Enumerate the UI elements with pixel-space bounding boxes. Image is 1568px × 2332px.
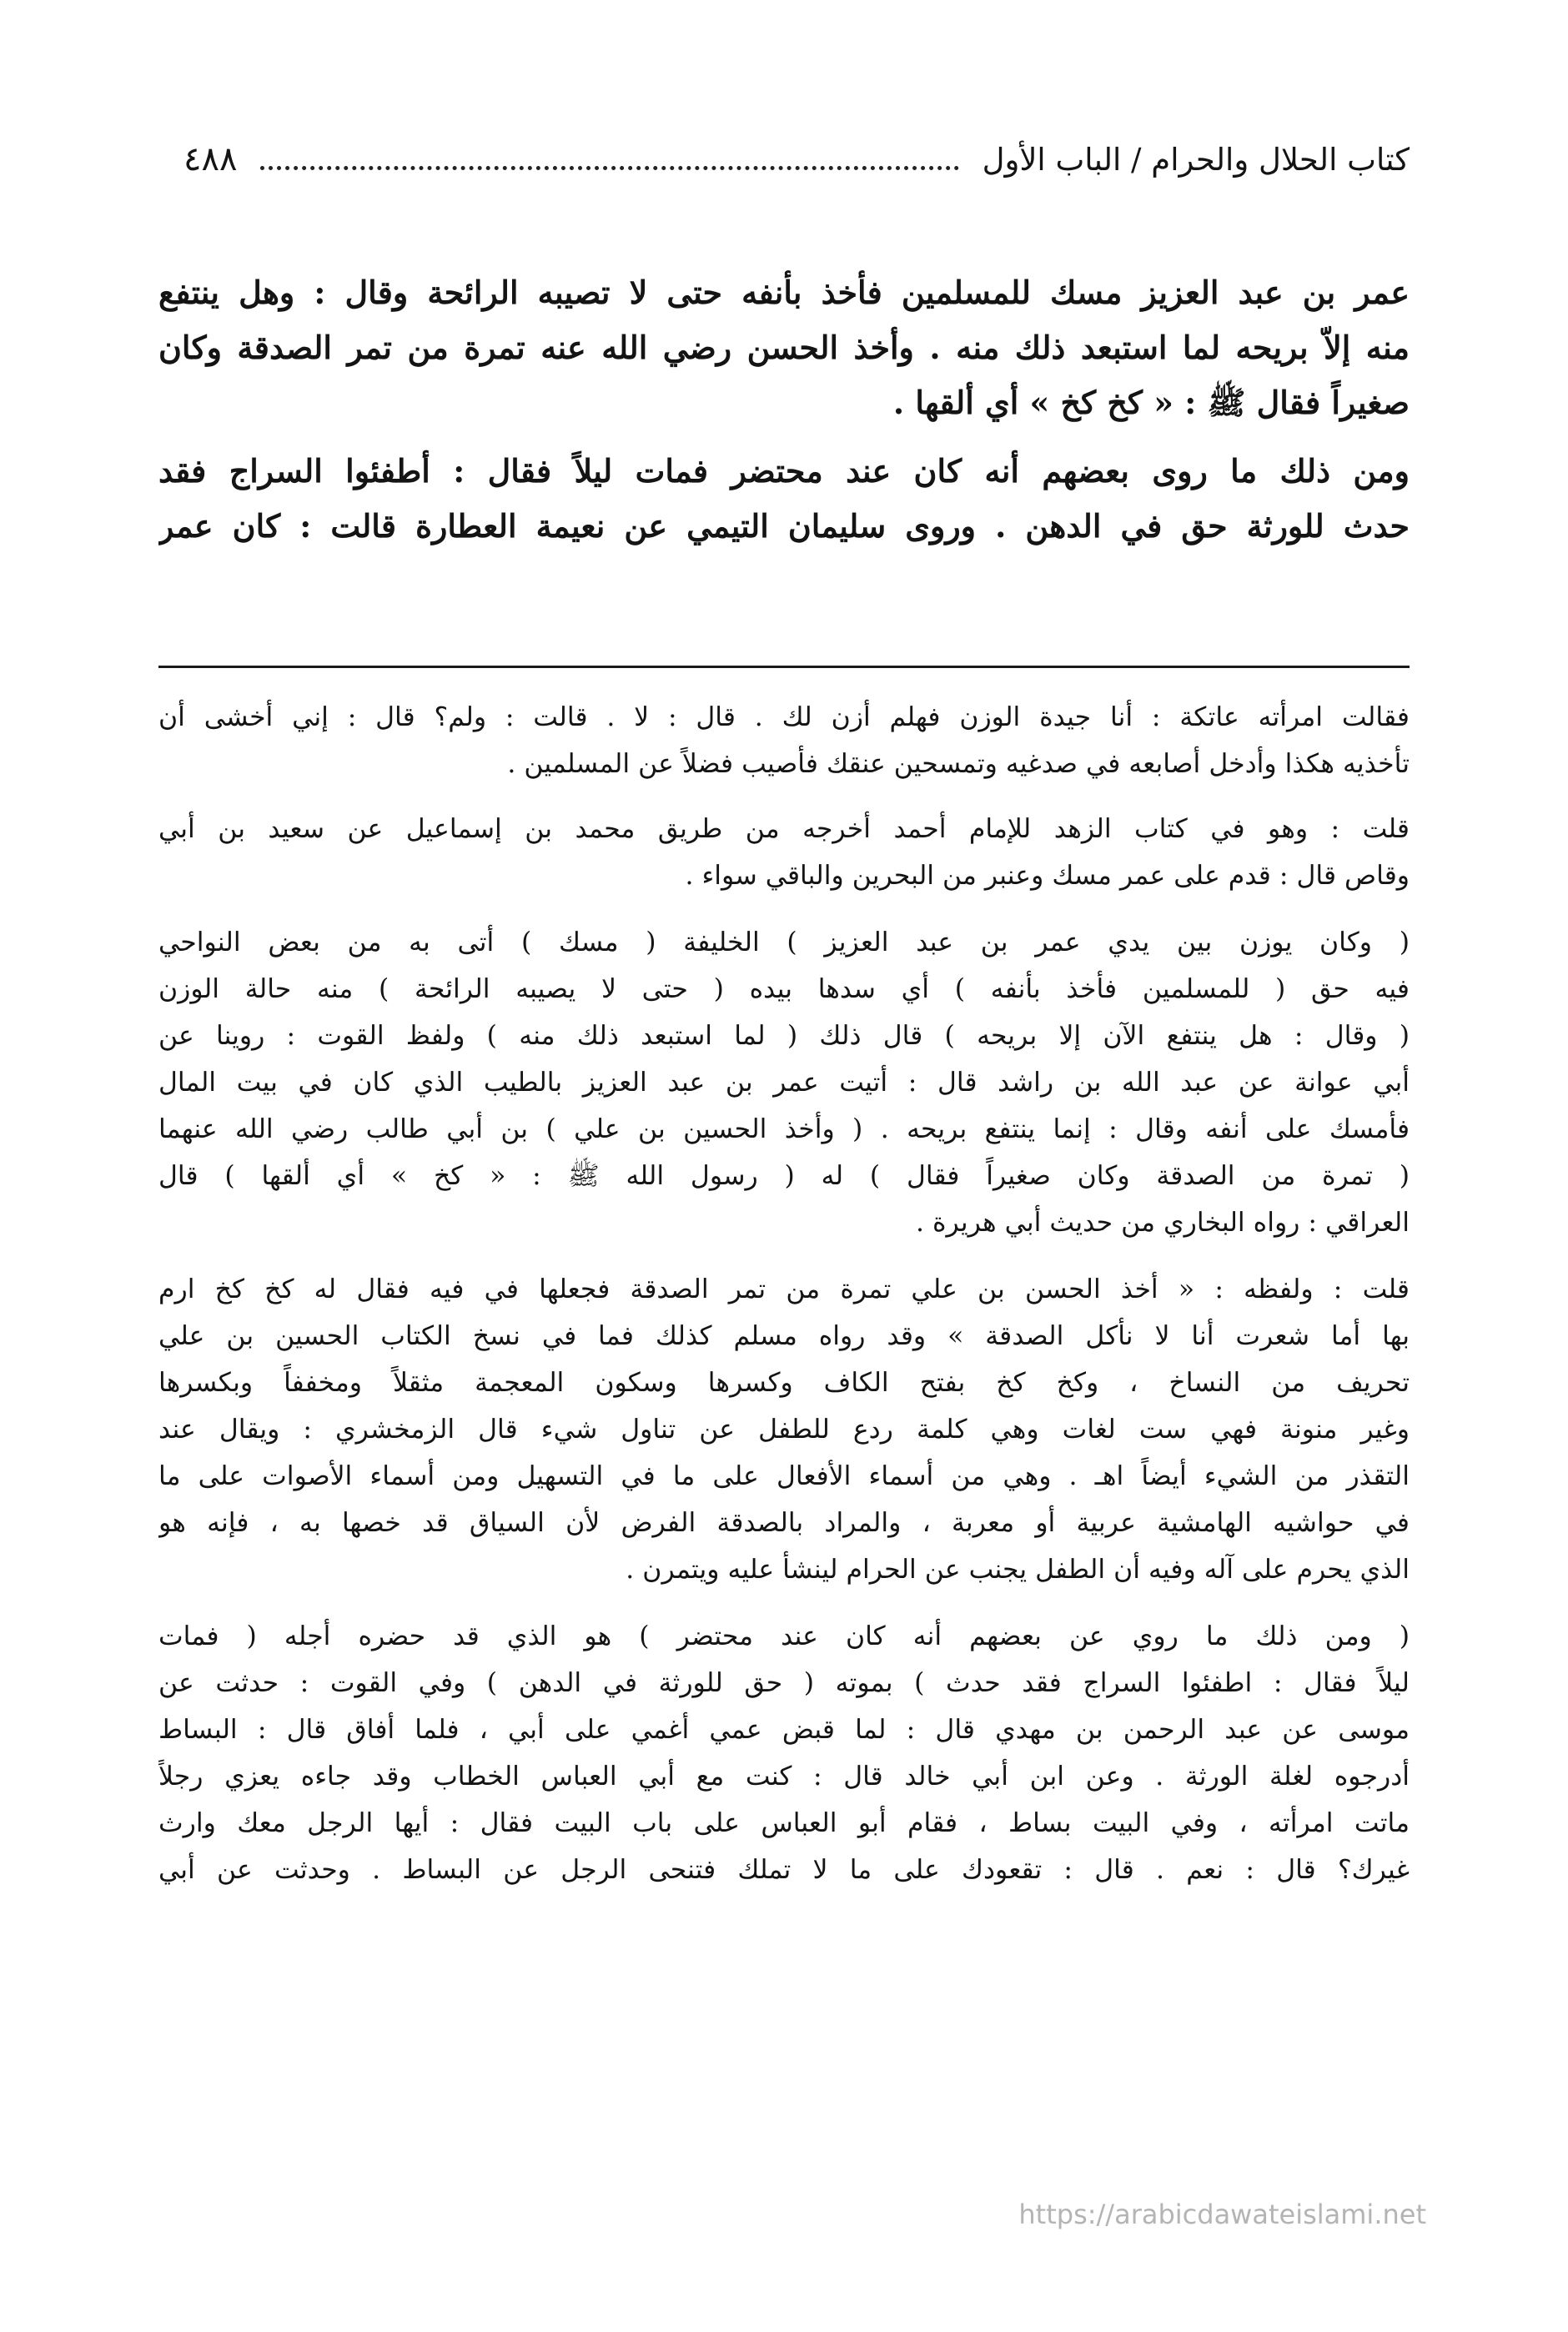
text-line: غيرك؟ قال : نعم . قال : تقعودك على ما لا تملك فتنحى الرجل عن البساط . وحدثت عن أبي <box>158 1855 1410 1885</box>
text-line: ماتت امرأته ، وفي البيت بساط ، فقام أبو العباس على باب البيت فقال : أيها الرجل معك وارث <box>158 1808 1410 1838</box>
text-line: تأخذيه هكذا وأدخل أصابعه في صدغيه وتمسحين عنقك فأصيب فضلاً عن المسلمين . <box>507 749 1410 779</box>
text-line: وغير منونة فهي ست لغات وهي كلمة ردع للطفل عن تناول شيء قال الزمخشري : ويقال عند <box>158 1415 1410 1445</box>
page-number: ٤٨٨ <box>183 140 238 178</box>
header-dotted-leader <box>260 165 958 170</box>
running-header <box>158 140 1410 178</box>
watermark-url: https://arabicdawateislami.net <box>1018 2199 1426 2230</box>
text-line: الذي يحرم على آله وفيه أن الطفل يجنب عن الحرام لينشأ عليه ويتمرن . <box>626 1555 1410 1585</box>
running-title: كتاب الحلال والحرام / الباب الأول <box>982 142 1410 178</box>
text-line: العراقي : رواه البخاري من حديث أبي هريرة . <box>915 1208 1410 1238</box>
text-line: ( تمرة من الصدقة وكان صغيراً فقال ) له ( رسول الله ﷺ : « كخ » أي ألقها ) قال <box>158 1161 1410 1191</box>
text-line: ليلاً فقال : اطفئوا السراج فقد حدث ) بموته ( حق للورثة في الدهن ) وفي القوت : حدثت عن <box>158 1668 1410 1698</box>
commentary-paragraph <box>158 919 1410 1246</box>
text-line: ( وقال : هل ينتفع الآن إلا بريحه ) قال ذلك ( لما استبعد ذلك منه ) ولفظ القوت : روينا عن <box>158 1021 1410 1051</box>
text-line: ( ومن ذلك ما روي عن بعضهم أنه كان عند محتضر ) هو الذي قد حضره أجله ( فمات <box>158 1621 1410 1651</box>
text-line: قلت : وهو في كتاب الزهد للإمام أحمد أخرجه من طريق محمد بن إسماعيل عن سعيد بن أبي <box>158 814 1410 844</box>
text-line: صغيراً فقال ﷺ : « كخ كخ » أي ألقها . <box>892 384 1410 421</box>
text-line: موسى عن عبد الرحمن بن مهدي قال : لما قبض عمي أغمي على أبي ، فلما أفاق قال : البساط <box>158 1715 1410 1745</box>
text-line: وقاص قال : قدم على عمر مسك وعنبر من البحرين والباقي سواء . <box>685 861 1410 891</box>
text-line: أبي عوانة عن عبد الله بن راشد قال : أتيت عمر بن عبد العزيز بالطيب الذي كان في بيت المال <box>158 1068 1410 1098</box>
text-line: في حواشيه الهامشية عربية أو معربة ، والمراد بالصدقة الفرض لأن السياق قد خصها به ، فإنه هو <box>158 1508 1410 1538</box>
text-line: تحريف من النساخ ، وكخ كخ بفتح الكاف وكسرها وسكون المعجمة مثقلاً ومخففاً وبكسرها <box>158 1368 1410 1398</box>
commentary-paragraph <box>158 694 1410 787</box>
commentary-paragraph <box>158 806 1410 899</box>
text-line: فيه حق ( للمسلمين فأخذ بأنفه ) أي سدها بيده ( حتى لا يصيبه الرائحة ) منه حالة الوزن <box>158 974 1410 1004</box>
text-line: حدث للورثة حق في الدهن . وروى سليمان التيمي عن نعيمة العطارة قالت : كان عمر <box>158 507 1410 545</box>
commentary-paragraph <box>158 1266 1410 1593</box>
commentary-text <box>158 694 1410 1893</box>
text-line: عمر بن عبد العزيز مسك للمسلمين فأخذ بأنفه حتى لا تصيبه الرائحة وقال : وهل ينتفع <box>158 274 1410 311</box>
text-line: أدرجوه لغلة الورثة . وعن ابن أبي خالد قال : كنت مع أبي العباس الخطاب وقد جاءه يعزي رجلاً <box>158 1762 1410 1792</box>
text-line: فقالت امرأته عاتكة : أنا جيدة الوزن فهلم أزن لك . قال : لا . قالت : ولم؟ قال : إني أخشى أن <box>158 702 1410 732</box>
commentary-paragraph <box>158 1613 1410 1893</box>
main-paragraph <box>158 265 1410 430</box>
text-line: فأمسك على أنفه وقال : إنما ينتفع بريحه . ( وأخذ الحسين بن علي ) بن أبي طالب رضي الله عنهما <box>158 1114 1410 1144</box>
main-text <box>158 265 1410 554</box>
footnote-separator <box>158 666 1410 668</box>
main-paragraph <box>158 444 1410 554</box>
text-line: ( وكان يوزن بين يدي عمر بن عبد العزيز ) الخليفة ( مسك ) أتى به من بعض النواحي <box>158 927 1410 957</box>
text-line: منه إلاّ بريحه لما استبعد ذلك منه . وأخذ الحسن رضي الله عنه تمرة من تمر الصدقة وكان <box>158 329 1410 366</box>
text-line: قلت : ولفظه : « أخذ الحسن بن علي تمرة من تمر الصدقة فجعلها في فيه فقال له كخ كخ ارم <box>158 1274 1410 1304</box>
text-line: التقذر من الشيء أيضاً اهـ . وهي من أسماء الأفعال على ما في التسهيل ومن أسماء الأصوات على ما <box>158 1461 1410 1491</box>
text-line: بها أما شعرت أنا لا نأكل الصدقة » وقد رواه مسلم كذلك فما في نسخ الكتاب الحسين بن علي <box>158 1321 1410 1351</box>
text-line: ومن ذلك ما روى بعضهم أنه كان عند محتضر فمات ليلاً فقال : أطفئوا السراج فقد <box>158 452 1410 490</box>
